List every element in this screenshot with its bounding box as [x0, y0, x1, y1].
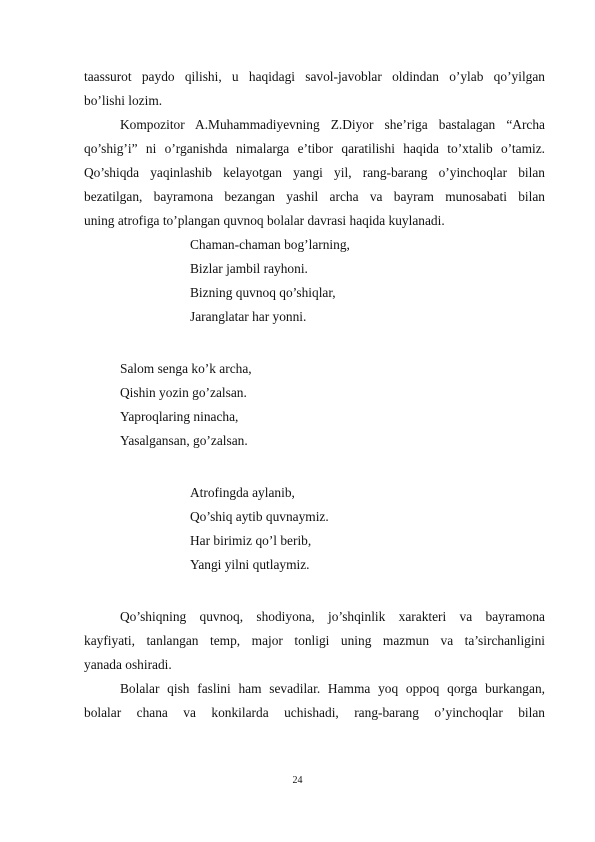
paragraph-line: Qo’shiqning quvnoq, shodiyona, jo’shqinlik xarakteri va bayramona: [120, 609, 545, 624]
poem-line: Bizning quvnoq qo’shiqlar,: [190, 285, 336, 300]
poem-line: Yangi yilni qutlaymiz.: [190, 557, 310, 572]
poem-line: Chaman-chaman bog’larning,: [190, 237, 350, 252]
paragraph-line: kayfiyati, tanlangan temp, major tonligi uning mazmun va ta’sirchanligini: [84, 633, 545, 648]
poem-line: Jaranglatar har yonni.: [190, 309, 307, 324]
paragraph-line: qo’shig’i” ni o’rganishda nimalarga e’tibor qaratilishi haqida to’xtalib o’tamiz.: [84, 141, 545, 156]
poem-line: Bizlar jambil rayhoni.: [190, 261, 308, 276]
paragraph-line: Kompozitor A.Muhammadiyevning Z.Diyor she’riga bastalagan “Archa: [120, 117, 545, 132]
paragraph-line: bo’lishi lozim.: [84, 93, 163, 108]
poem-line: Atrofingda aylanib,: [190, 485, 295, 500]
paragraph-line: uning atrofiga to’plangan quvnoq bolalar davrasi haqida kuylanadi.: [84, 213, 445, 228]
poem-line: Yaproqlaring ninacha,: [120, 409, 239, 424]
poem-line: Salom senga ko’k archa,: [120, 361, 252, 376]
poem-line: Yasalgansan, go’zalsan.: [120, 433, 248, 448]
paragraph-line: bolalar chana va konkilarda uchishadi, rang-barang o’yinchoqlar bilan: [84, 705, 545, 720]
paragraph-line: Bolalar qish faslini ham sevadilar. Hamma yoq oppoq qorga burkangan,: [120, 681, 545, 696]
paragraph-line: yanada oshiradi.: [84, 657, 172, 672]
paragraph-line: Qo’shiqda yaqinlashib kelayotgan yangi yil, rang-barang o’yinchoqlar bilan: [84, 165, 545, 180]
poem-line: Har birimiz qo’l berib,: [190, 533, 312, 548]
poem-line: Qo’shiq aytib quvnaymiz.: [190, 509, 329, 524]
paragraph-line: bezatilgan, bayramona bezangan yashil archa va bayram munosabati bilan: [84, 189, 545, 204]
poem-line: Qishin yozin go’zalsan.: [120, 385, 247, 400]
paragraph-line: taassurot paydo qilishi, u haqidagi savol-javoblar oldindan o’ylab qo’yilgan: [84, 69, 545, 84]
page-number: 24: [292, 775, 303, 786]
